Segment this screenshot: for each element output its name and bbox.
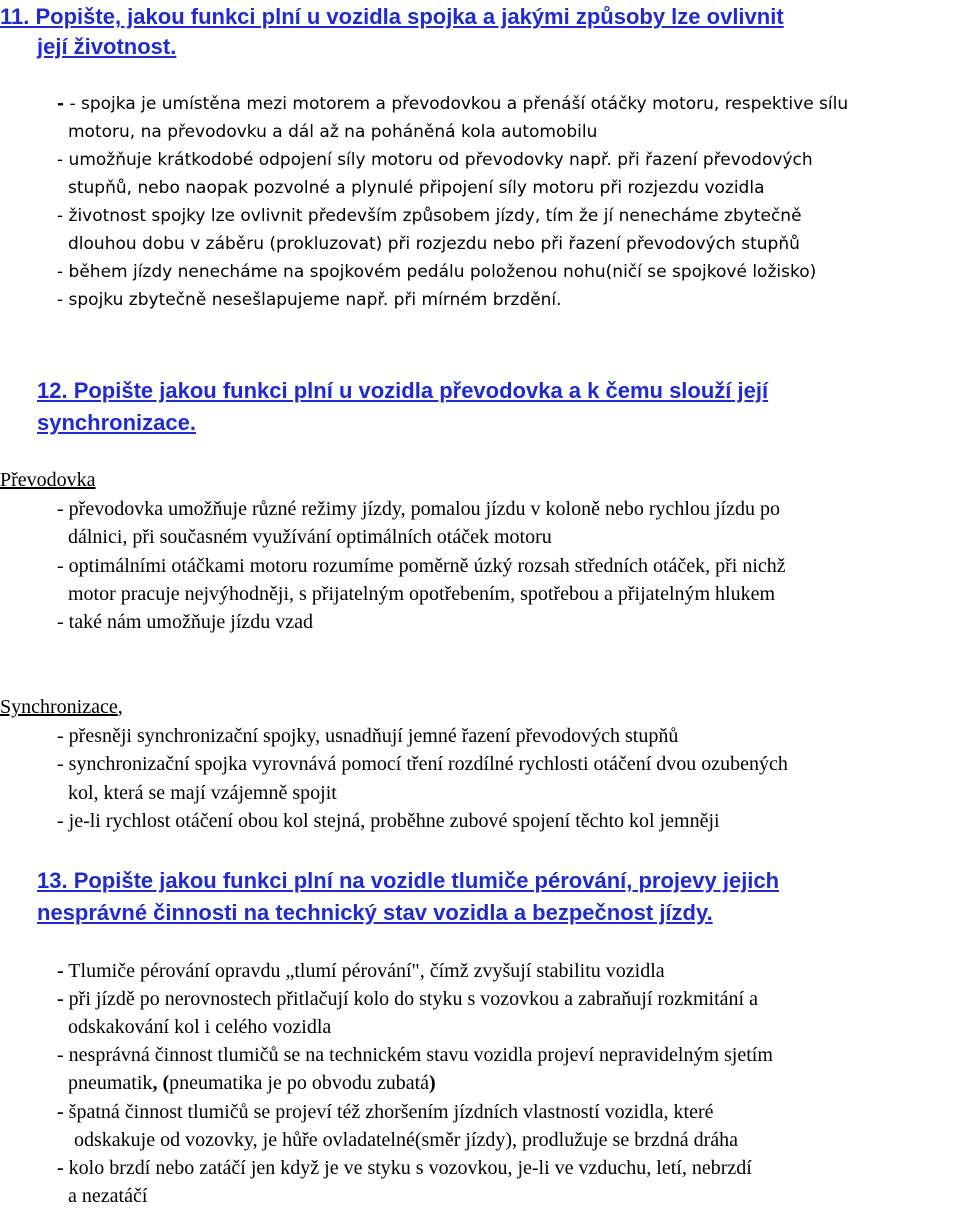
section-11-line-3: - umožňuje krátkodobé odpojení síly motoru od převodovky např. při řazení převodových <box>57 150 813 170</box>
section-12-heading-line1: 12. Popište jakou funkci plní u vozidla převodovka a k čemu slouží její <box>37 378 769 403</box>
section-11-line-2: motoru, na převodovku a dál až na poháněná kola automobilu <box>68 122 598 142</box>
tlumice-line-6: - špatná činnost tlumičů se projeví též zhoršením jízdních vlastností vozidla, které <box>57 1101 714 1123</box>
section-11-line-1: - - spojka je umístěna mezi motorem a převodovkou a přenáší otáčky motoru, respektive sílu <box>57 94 849 114</box>
prevodovka-title: Převodovka <box>0 469 96 491</box>
tlumice-line-8: - kolo brzdí nebo zatáčí jen když je ve styku s vozovkou, je-li ve vzduchu, letí, nebrzdí <box>57 1157 752 1179</box>
section-11-line-6: dlouhou dobu v záběru (prokluzovat) při rozjezdu nebo při řazení převodových stupňů <box>68 234 800 254</box>
section-11-heading-line1: 11. Popište, jakou funkci plní u vozidla spojka a jakými způsoby lze ovlivnit <box>0 4 784 29</box>
synchronizace-line-1: - přesněji synchronizační spojky, usnadňují jemné řazení převodových stupňů <box>57 725 679 747</box>
prevodovka-line-2: dálnici, při současném využívání optimálních otáček motoru <box>68 526 552 548</box>
section-11-line-8: - spojku zbytečně nesešlapujeme např. při mírném brzdění. <box>57 290 562 310</box>
tlumice-line-1: - Tlumiče pérování opravdu „tlumí pérování", čímž zvyšují stabilitu vozidla <box>57 960 665 982</box>
section-12-heading-line2: synchronizace. <box>37 410 196 435</box>
tlumice-line-7: odskakuje od vozovky, je hůře ovladatelné(směr jízdy), prodlužuje se brzdná dráha <box>74 1129 739 1151</box>
section-11-line-4: stupňů, nebo naopak pozvolné a plynulé připojení síly motoru při rozjezdu vozidla <box>68 178 765 198</box>
synchronizace-title: Synchronizace, <box>0 696 123 718</box>
tlumice-line-2: - při jízdě po nerovnostech přitlačují kolo do styku s vozovkou a zabraňují rozkmitání a <box>57 988 758 1010</box>
section-13-heading-line2: nesprávné činnosti na technický stav vozidla a bezpečnost jízdy. <box>37 900 713 925</box>
tlumice-line-3: odskakování kol i celého vozidla <box>68 1016 332 1038</box>
section-11-line-5: - životnost spojky lze ovlivnit především způsobem jízdy, tím že jí nenecháme zbytečně <box>57 206 802 226</box>
prevodovka-line-4: motor pracuje nejvýhodněji, s přijatelným opotřebením, spotřebou a přijatelným hlukem <box>68 583 776 605</box>
section-13-heading-line1: 13. Popište jakou funkci plní na vozidle tlumiče pérování, projevy jejich <box>37 868 780 893</box>
tlumice-line-5: pneumatik, (pneumatika je po obvodu zubatá) <box>68 1072 436 1094</box>
tlumice-line-4: - nesprávná činnost tlumičů se na technickém stavu vozidla projeví nepravidelným sjetím <box>57 1044 773 1066</box>
prevodovka-line-3: - optimálními otáčkami motoru rozumíme poměrně úzký rozsah středních otáček, při nichž <box>57 555 786 577</box>
prevodovka-line-5: - také nám umožňuje jízdu vzad <box>57 611 314 633</box>
prevodovka-line-1: - převodovka umožňuje různé režimy jízdy, pomalou jízdu v koloně nebo rychlou jízdu po <box>57 498 780 520</box>
synchronizace-line-3: kol, která se mají vzájemně spojit <box>68 782 337 804</box>
section-11-heading-line2: její životnost. <box>37 34 177 59</box>
synchronizace-line-4: - je-li rychlost otáčení obou kol stejná, proběhne zubové spojení těchto kol jemněji <box>57 810 720 832</box>
tlumice-line-9: a nezatáčí <box>68 1185 148 1207</box>
synchronizace-line-2: - synchronizační spojka vyrovnává pomocí tření rozdílné rychlosti otáčení dvou ozubených <box>57 753 788 775</box>
section-11-line-7: - během jízdy nenecháme na spojkovém pedálu položenou nohu(ničí se spojkové ložisko) <box>57 262 817 282</box>
